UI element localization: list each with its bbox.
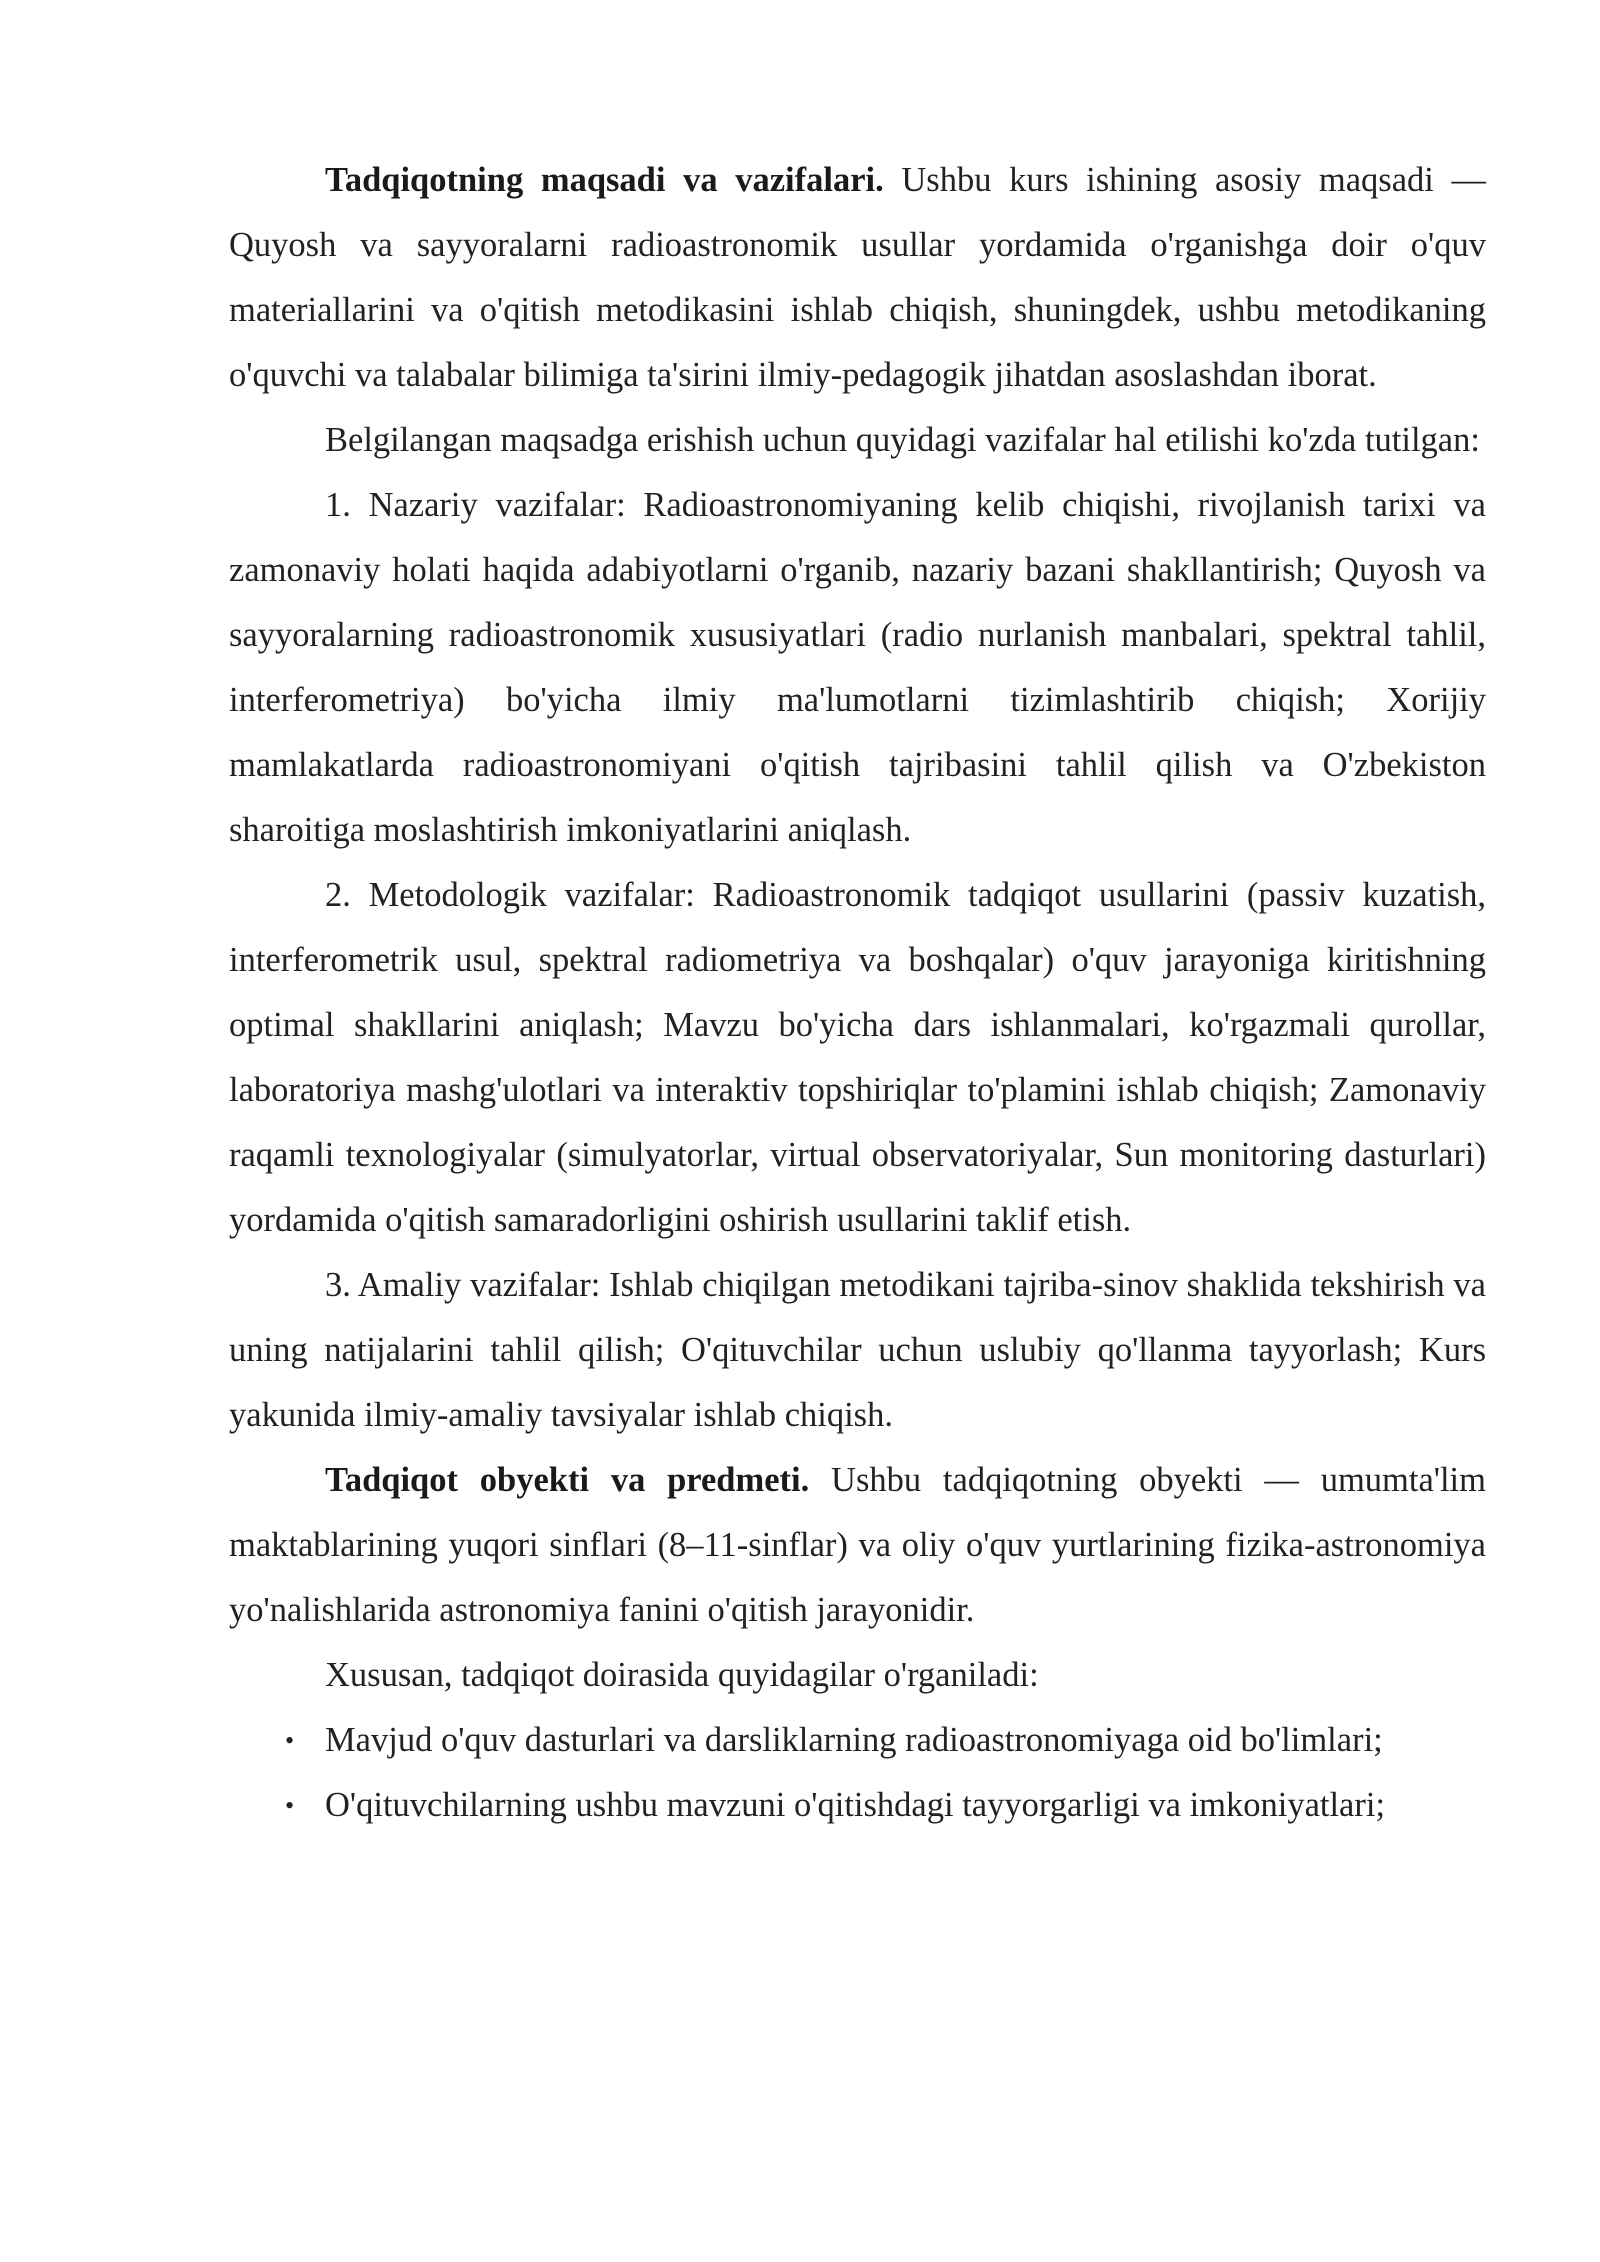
list-item-text: Mavjud o'quv dasturlari va darsliklarning radioastronomiyaga oid bo'limlari; bbox=[325, 1721, 1383, 1759]
paragraph-tasks-intro bbox=[229, 408, 1486, 473]
paragraph-text: Ushbu tadqiqotning obyekti — umumta'lim maktablarining yuqori sinflari (8–11-sinflar) va oliy o'quv yurtlarining fizika-astronomiya yo'nalishlarida astronomiya fanini o'qitish jarayonidir. bbox=[229, 1461, 1486, 1629]
paragraph-text: Ushbu kurs ishining asosiy maqsadi — Quyosh va sayyoralarni radioastronomik usullar yordamida o'rganishga doir o'quv materiallarini va o'qitish metodikasini ishlab chiqish, shuningdek, ushbu metodikaning o'quvchi va talabalar bilimiga ta'sirini ilmiy-pedagogik jihatdan asoslashdan iborat. bbox=[229, 161, 1486, 394]
list-item-text: O'qituvchilarning ushbu mavzuni o'qitishdagi tayyorgarligi va imkoniyatlari; bbox=[325, 1786, 1386, 1824]
heading-goals: Tadqiqotning maqsadi va vazifalari. bbox=[325, 161, 884, 199]
paragraph-theoretical-tasks bbox=[229, 473, 1486, 863]
paragraph-practical-tasks bbox=[229, 1253, 1486, 1448]
paragraph-methodological-tasks bbox=[229, 863, 1486, 1253]
paragraph-text: 1. Nazariy vazifalar: Radioastronomiyaning kelib chiqishi, rivojlanish tarixi va zamonaviy holati haqida adabiyotlarni o'rganib, nazariy bazani shakllantirish; Quyosh va sayyoralarning radioastronomik xususiyatlari (radio nurlanish manbalari, spektral tahlil, interferometriya) bo'yicha ilmiy ma'lumotlarni tizimlashtirib chiqish; Xorijiy mamlakatlarda radioastronomiyani o'qitish tajribasini tahlil qilish va O'zbekiston sharoitiga moslashtirish imkoniyatlarini aniqlash. bbox=[229, 486, 1486, 849]
paragraph-object-subject bbox=[229, 1448, 1486, 1643]
paragraph-studied-intro bbox=[229, 1643, 1486, 1708]
heading-object-subject: Tadqiqot obyekti va predmeti. bbox=[325, 1461, 810, 1499]
paragraph-text: Belgilangan maqsadga erishish uchun quyidagi vazifalar hal etilishi ko'zda tutilgan: bbox=[325, 421, 1480, 459]
bullet-icon: • bbox=[285, 1791, 295, 1820]
bullet-list bbox=[229, 1708, 1486, 1838]
list-item bbox=[229, 1773, 1486, 1838]
list-item bbox=[229, 1708, 1486, 1773]
document-page bbox=[229, 148, 1486, 1838]
paragraph-text: 2. Metodologik vazifalar: Radioastronomik tadqiqot usullarini (passiv kuzatish, interferometrik usul, spektral radiometriya va boshqalar) o'quv jarayoniga kiritishning optimal shakllarini aniqlash; Mavzu bo'yicha dars ishlanmalari, ko'rgazmali qurollar, laboratoriya mashg'ulotlari va interaktiv topshiriqlar to'plamini ishlab chiqish; Zamonaviy raqamli texnologiyalar (simulyatorlar, virtual observatoriyalar, Sun monitoring dasturlari) yordamida o'qitish samaradorligini oshirish usullarini taklif etish. bbox=[229, 876, 1486, 1239]
paragraph-text: 3. Amaliy vazifalar: Ishlab chiqilgan metodikani tajriba-sinov shaklida tekshirish va uning natijalarini tahlil qilish; O'qituvchilar uchun uslubiy qo'llanma tayyorlash; Kurs yakunida ilmiy-amaliy tavsiyalar ishlab chiqish. bbox=[229, 1266, 1486, 1434]
paragraph-goals bbox=[229, 148, 1486, 408]
paragraph-text: Xususan, tadqiqot doirasida quyidagilar o'rganiladi: bbox=[325, 1656, 1039, 1694]
bullet-icon: • bbox=[285, 1726, 295, 1755]
